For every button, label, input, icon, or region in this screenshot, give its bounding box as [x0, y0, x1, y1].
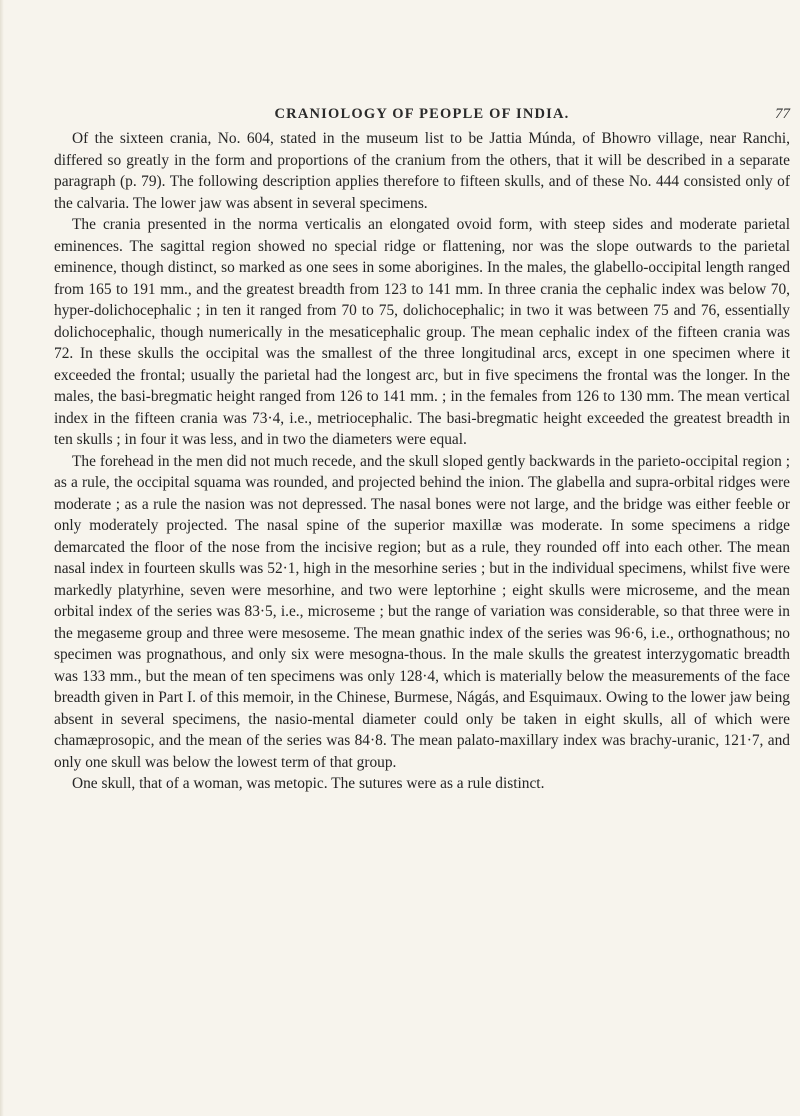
page-edge-shadow: [0, 0, 4, 1116]
body-text: [54, 128, 790, 795]
running-title: CRANIOLOGY OF PEOPLE OF INDIA.: [274, 106, 570, 122]
paragraph-4: One skull, that of a woman, was metopic. The sutures were as a rule distinct.: [72, 775, 545, 792]
paragraph-3: The forehead in the men did not much recede, and the skull sloped gently backwards in the parieto-occipital region ; as a rule, the occipital squama was rounded, and projected behind the inion. The glabella and supra-orbital ridges were moderate ; as a rule the nasion was not depressed. The nasal bones were not large, and the bridge was either feeble or only moderately projected. The nasal spine of the superior maxillæ was moderate. In some specimens a ridge demarcated the floor of the nose from the incisive region; but as a rule, they rounded off into each other. The mean nasal index in fourteen skulls was 52·1, high in the mesorhine series ; but in the individual specimens, whilst five were markedly platyrhine, seven were mesorhine, and two were leptorhine ; eight skulls were microseme, and the mean orbital index of the series was 83·5, i.e., microseme ; but the range of variation was considerable, so that three were in the megaseme group and three were mesoseme. The mean gnathic index of the series was 96·6, i.e., orthognathous; no specimen was prognathous, and only six were mesogna-thous. In the male skulls the greatest interzygomatic breadth was 133 mm., but the mean of ten specimens was only 128·4, which is materially below the measurements of the face breadth given in Part I. of this memoir, in the Chinese, Burmese, Nágás, and Esquimaux. Owing to the lower jaw being absent in several specimens, the nasio-mental diameter could only be taken in eight skulls, all of which were chamæprosopic, and the mean of the series was 84·8. The mean palato-maxillary index was brachy-uranic, 121·7, and only one skull was below the lowest term of that group.: [54, 452, 790, 771]
running-head: [54, 106, 790, 126]
paragraph-1: Of the sixteen crania, No. 604, stated in the museum list to be Jattia Múnda, of Bhowro village, near Ranchi, differed so greatly in the form and proportions of the cranium from the others, that it will be described in a separate paragraph (p. 79). The following description applies therefore to fifteen skulls, and of these No. 444 consisted only of the calvaria. The lower jaw was absent in several specimens.: [54, 130, 790, 212]
page-number: 77: [775, 106, 790, 122]
paragraph-2: The crania presented in the norma verticalis an elongated ovoid form, with steep sides and moderate parietal eminences. The sagittal region showed no special ridge or flattening, nor was the slope outwards to the parietal eminence, though distinct, so marked as one sees in some aborigines. In the males, the glabello-occipital length ranged from 165 to 191 mm., and the greatest breadth from 123 to 141 mm. In three crania the cephalic index was below 70, hyper-dolichocephalic ; in ten it ranged from 70 to 75, dolichocephalic; in two it was between 75 and 76, essentially dolichocephalic, though numerically in the mesaticephalic group. The mean cephalic index of the fifteen crania was 72. In these skulls the occipital was the smallest of the three longitudinal arcs, except in one specimen where it exceeded the frontal; usually the parietal had the longest arc, but in five specimens the frontal was the longer. In the males, the basi-bregmatic height ranged from 126 to 141 mm. ; in the females from 126 to 130 mm. The mean vertical index in the fifteen crania was 73·4, i.e., metriocephalic. The basi-bregmatic height exceeded the greatest breadth in ten skulls ; in four it was less, and in two the diameters were equal.: [54, 216, 790, 448]
